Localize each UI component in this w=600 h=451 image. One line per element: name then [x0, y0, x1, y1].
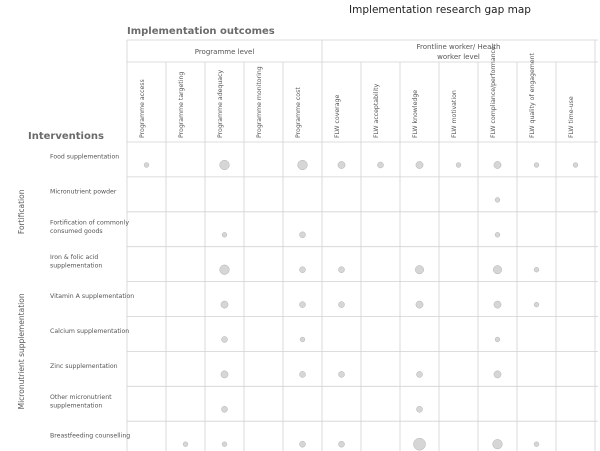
evidence-bubble [220, 265, 230, 275]
column-group-label: Programme level [194, 48, 255, 56]
column-label: FLW coverage [334, 94, 341, 138]
row-label: Calcium supplementation [50, 327, 130, 335]
evidence-bubble [573, 163, 578, 168]
evidence-bubble [221, 371, 228, 378]
column-label: FLW quality of engagement [529, 53, 536, 138]
evidence-bubble [416, 161, 423, 168]
column-label: Programme cost [295, 87, 302, 138]
column-label: FLW time-use [568, 96, 575, 138]
column-label: Programme adequacy [217, 69, 224, 138]
row-label: Vitamin A supplementation [50, 293, 135, 301]
evidence-bubble [495, 337, 500, 342]
evidence-bubble [493, 439, 503, 449]
evidence-bubble [339, 371, 345, 377]
evidence-bubble [495, 198, 500, 203]
row-group-label: Fortification [17, 189, 26, 235]
column-label: FLW acceptability [373, 83, 380, 138]
evidence-bubble [417, 406, 423, 412]
evidence-bubble [493, 266, 501, 274]
evidence-bubble [222, 232, 227, 237]
column-label: Programme monitoring [256, 66, 263, 138]
evidence-bubble [338, 161, 345, 168]
evidence-bubble [144, 163, 149, 168]
column-group-label: Frontline worker/ Health worker level [416, 43, 501, 61]
evidence-bubble [221, 301, 228, 308]
evidence-bubble [414, 438, 426, 450]
evidence-bubble [534, 442, 539, 447]
outcomes-title: Implementation outcomes [127, 26, 275, 37]
column-label: FLW compliance/performance [490, 46, 497, 138]
row-label: Breastfeeding counselling [50, 432, 131, 440]
row-label: Iron & folic acid supplementation [50, 254, 103, 270]
evidence-bubble [494, 371, 501, 378]
row-label: Other micronutrient supplementation [50, 393, 112, 410]
evidence-bubble [417, 371, 423, 377]
evidence-bubble [300, 441, 306, 447]
column-label: Programme targeting [178, 71, 185, 138]
evidence-bubble [416, 301, 423, 308]
evidence-bubble [494, 161, 501, 168]
column-label: FLW motivation [451, 90, 458, 138]
evidence-bubble [300, 232, 306, 238]
evidence-bubble [222, 406, 228, 412]
evidence-bubble [220, 160, 230, 170]
evidence-bubble [415, 266, 423, 274]
evidence-bubble [494, 301, 501, 308]
interventions-title: Interventions [28, 131, 104, 142]
evidence-bubble [378, 162, 384, 168]
evidence-bubble [300, 302, 306, 308]
row-label: Micronutrient powder [50, 188, 117, 196]
evidence-bubble [339, 441, 345, 447]
row-label: Food supplementation [50, 153, 120, 161]
evidence-bubble [300, 371, 306, 377]
evidence-bubble [298, 160, 308, 170]
evidence-bubble [183, 442, 188, 447]
evidence-bubble [300, 337, 305, 342]
evidence-bubble [300, 267, 306, 273]
evidence-bubble [222, 337, 228, 343]
evidence-bubble [339, 302, 345, 308]
evidence-bubble [456, 163, 461, 168]
evidence-bubble [495, 232, 500, 237]
row-label: Fortification of commonly consumed goods [50, 219, 129, 235]
column-label: FLW knowledge [412, 89, 419, 138]
evidence-bubble [534, 163, 539, 168]
column-label: Programme access [139, 79, 146, 138]
evidence-bubble [339, 267, 345, 273]
evidence-bubble [222, 442, 227, 447]
page-title: Implementation research gap map [349, 4, 531, 16]
evidence-bubble [534, 302, 539, 307]
row-label: Zinc supplementation [50, 362, 118, 370]
row-group-label: Micronutrient supplementation [17, 293, 26, 410]
evidence-bubble [534, 267, 539, 272]
